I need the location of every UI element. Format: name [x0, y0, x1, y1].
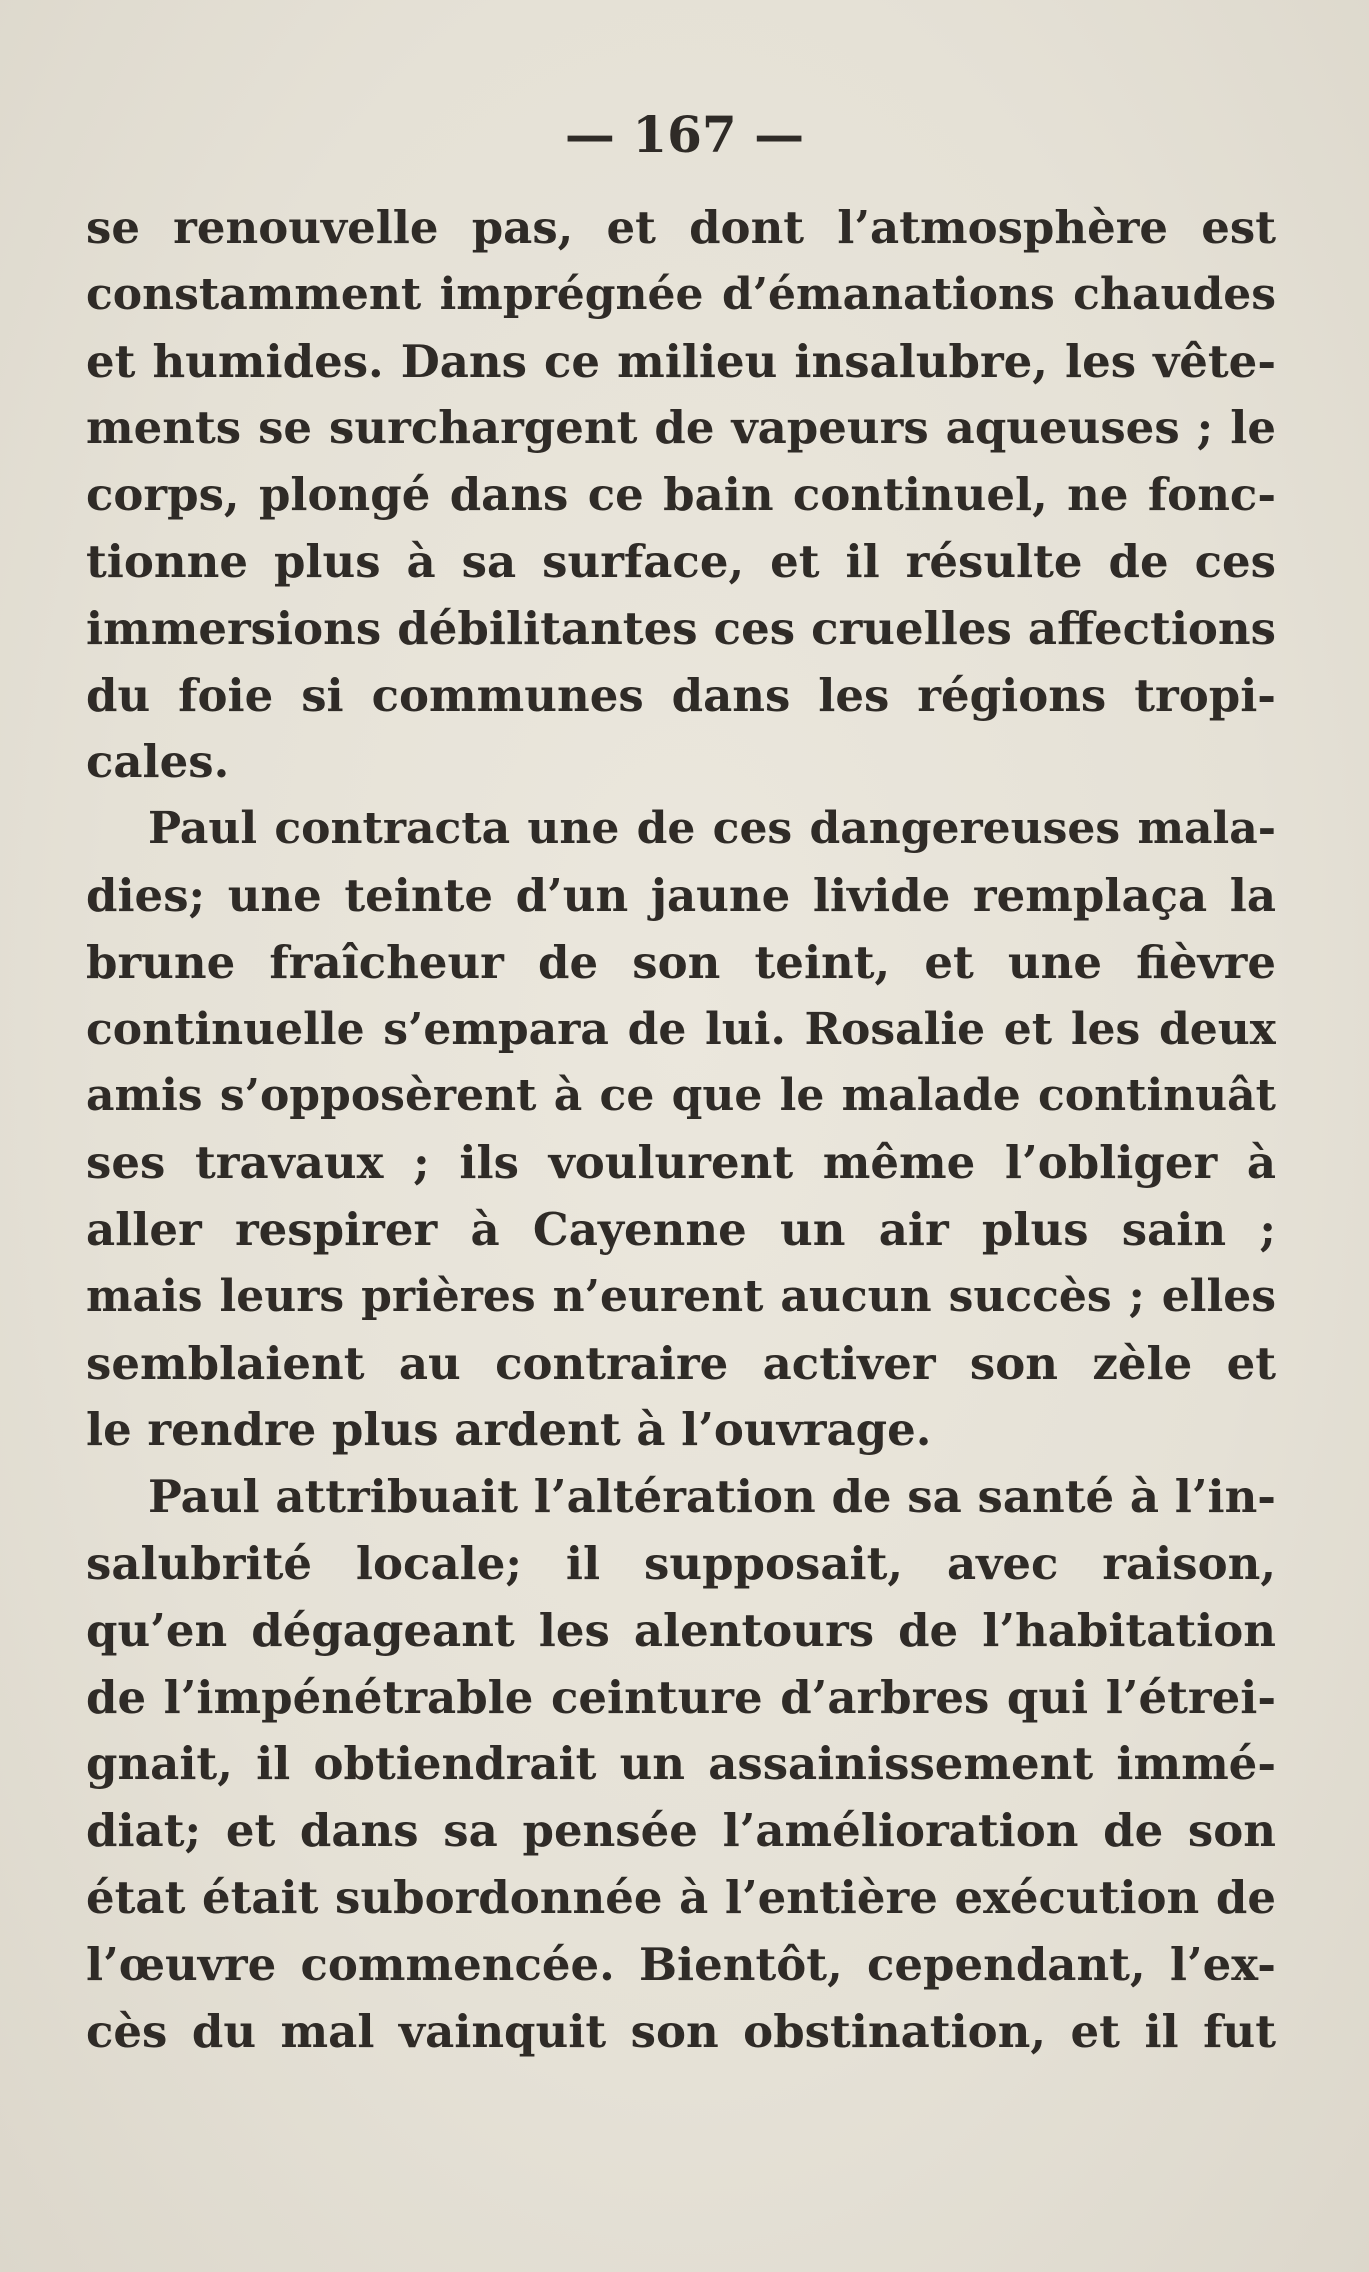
text-line: l’œuvre commencée. Bientôt, cependant, l’ex- — [86, 1937, 1276, 1991]
text-line: dies; une teinte d’un jaune livide remplaça la — [86, 868, 1276, 922]
text-line: salubrité locale; il supposait, avec raison, — [86, 1536, 1276, 1590]
text-line: corps, plongé dans ce bain continuel, ne fonc- — [86, 468, 1276, 522]
text-line: du foie si communes dans les régions tropi- — [86, 668, 1276, 722]
text-line: brune fraîcheur de son teint, et une fièvre — [86, 935, 1276, 989]
text-line: aller respirer à Cayenne un air plus sain ; — [86, 1202, 1276, 1256]
text-line: ses travaux ; ils voulurent même l’obliger à — [86, 1136, 1276, 1190]
text-line: de l’impénétrable ceinture d’arbres qui l’étrei- — [86, 1670, 1276, 1724]
text-line: cales. — [86, 735, 230, 789]
page-number: — 167 — — [564, 105, 805, 164]
text-line: état était subordonnée à l’entière exécution de — [86, 1870, 1276, 1924]
text-line: semblaient au contraire activer son zèle et — [86, 1336, 1276, 1390]
text-line: Paul contracta une de ces dangereuses mala- — [148, 803, 1276, 855]
text-line: immersions débilitantes ces cruelles affections — [86, 601, 1276, 655]
text-line: et humides. Dans ce milieu insalubre, les vête- — [86, 334, 1276, 388]
text-line: se renouvelle pas, et dont l’atmosphère est — [86, 201, 1276, 254]
text-line: constamment imprégnée d’émanations chaudes — [86, 268, 1276, 320]
text-line: le rendre plus ardent à l’ouvrage. — [86, 1403, 932, 1457]
text-line: tionne plus à sa surface, et il résulte de ces — [86, 534, 1276, 588]
text-line: cès du mal vainquit son obstination, et il fut — [86, 2004, 1276, 2058]
text-line: diat; et dans sa pensée l’amélioration de son — [86, 1804, 1276, 1858]
text-line: continuelle s’empara de lui. Rosalie et les deux — [86, 1003, 1276, 1055]
text-line: Paul attribuait l’altération de sa santé à l’in- — [148, 1470, 1276, 1524]
body-text — [86, 195, 1276, 2065]
text-line: qu’en dégageant les alentours de l’habitation — [86, 1603, 1276, 1657]
text-line: ments se surchargent de vapeurs aqueuses ; le — [86, 401, 1276, 455]
text-line: gnait, il obtiendrait un assainissement immé- — [86, 1737, 1276, 1791]
text-line: amis s’opposèrent à ce que le malade continuât — [86, 1070, 1276, 1122]
text-line: mais leurs prières n’eurent aucun succès ; elles — [86, 1270, 1276, 1322]
